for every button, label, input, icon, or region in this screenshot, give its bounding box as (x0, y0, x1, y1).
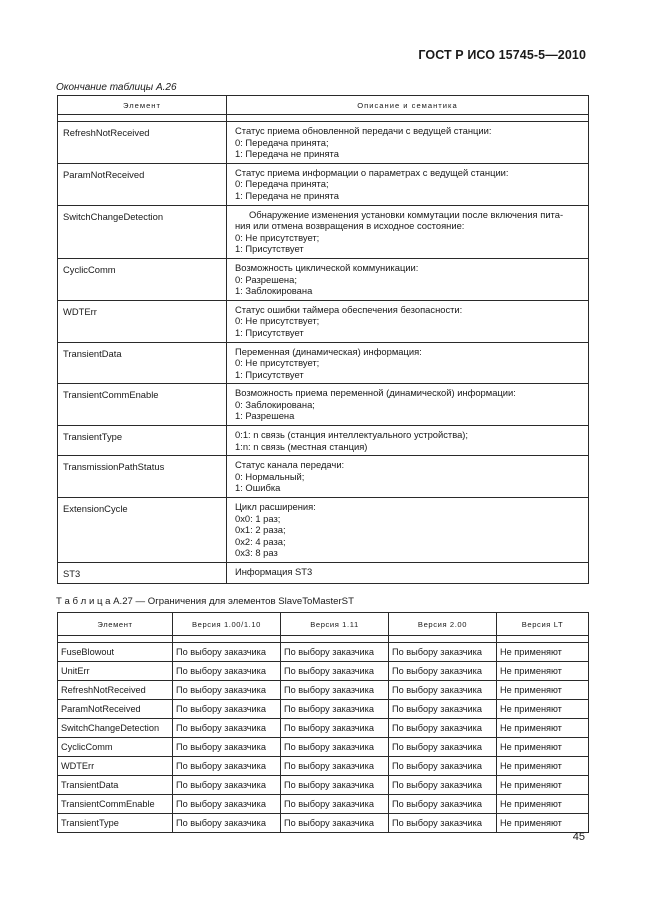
description-line: 0: Заблокирована; (235, 398, 315, 410)
description-cell (227, 456, 589, 498)
version-200-cell: По выбору заказчика (389, 776, 497, 795)
description-line: 1: Присутствует (235, 326, 304, 338)
table-row (58, 163, 589, 205)
element-name-cell: TransientType (58, 426, 227, 456)
table-row (58, 795, 589, 814)
table-row (58, 776, 589, 795)
table-row (58, 719, 589, 738)
element-name-cell: TransientCommEnable (58, 384, 227, 426)
description-line: Обнаружение изменения установки коммутации после включения пита- (249, 208, 564, 220)
version-200-cell: По выбору заказчика (389, 681, 497, 700)
description-line: 0: Передача принята; (235, 136, 329, 148)
version-lt-cell: Не применяют (497, 700, 589, 719)
element-name-cell: TransientData (58, 776, 173, 795)
table-row (58, 643, 589, 662)
table-row (58, 300, 589, 342)
table-row (58, 738, 589, 757)
version-lt-cell: Не применяют (497, 643, 589, 662)
column-header-element: Элемент (58, 96, 227, 115)
version-111-cell: По выбору заказчика (281, 814, 389, 833)
version-lt-cell: Не применяют (497, 776, 589, 795)
version-100-110-cell: По выбору заказчика (173, 643, 281, 662)
version-111-cell: По выбору заказчика (281, 776, 389, 795)
table-row (58, 122, 589, 164)
version-200-cell: По выбору заказчика (389, 719, 497, 738)
description-line: 0: Передача принята; (235, 178, 329, 190)
version-100-110-cell: По выбору заказчика (173, 681, 281, 700)
description-cell (227, 342, 589, 384)
version-100-110-cell: По выбору заказчика (173, 700, 281, 719)
element-name-cell: TransientData (58, 342, 227, 384)
version-111-cell: По выбору заказчика (281, 643, 389, 662)
description-cell (227, 426, 589, 456)
version-200-cell: По выбору заказчика (389, 700, 497, 719)
version-111-cell: По выбору заказчика (281, 700, 389, 719)
description-line: 0: Не присутствует; (235, 315, 320, 327)
description-line: 0: Не присутствует; (235, 231, 320, 243)
column-header-version-200: Версия 2.00 (389, 613, 497, 636)
version-lt-cell: Не применяют (497, 757, 589, 776)
version-200-cell: По выбору заказчика (389, 643, 497, 662)
version-100-110-cell: По выбору заказчика (173, 719, 281, 738)
version-100-110-cell: По выбору заказчика (173, 776, 281, 795)
description-line: 0x1: 2 раза; (235, 524, 286, 536)
version-100-110-cell: По выбору заказчика (173, 795, 281, 814)
version-111-cell: По выбору заказчика (281, 681, 389, 700)
column-header-version-lt: Версия LT (497, 613, 589, 636)
description-line: Возможность приема переменной (динамической) информации: (235, 387, 516, 399)
description-line: ния или отмена возвращения в исходное состояние: (235, 220, 465, 232)
description-line: Статус ошибки таймера обеспечения безопасности: (235, 303, 463, 315)
description-line: 0x2: 4 раза; (235, 535, 286, 547)
description-cell (227, 122, 589, 164)
description-line: 1: Передача не принята (235, 148, 339, 160)
table-row (58, 258, 589, 300)
version-lt-cell: Не применяют (497, 814, 589, 833)
column-header-description: Описание и семантика (227, 96, 589, 115)
description-line: Цикл расширения: (235, 501, 316, 513)
header-spacer-row (58, 636, 589, 643)
table-row (58, 681, 589, 700)
element-name-cell: TransientType (58, 814, 173, 833)
table-row (58, 498, 589, 563)
element-name-cell: SwitchChangeDetection (58, 205, 227, 258)
table-row (58, 426, 589, 456)
version-200-cell: По выбору заказчика (389, 738, 497, 757)
version-111-cell: По выбору заказчика (281, 738, 389, 757)
element-name-cell: ST3 (58, 563, 227, 584)
element-name-cell: TransientCommEnable (58, 795, 173, 814)
table-a26 (57, 95, 589, 584)
element-name-cell: RefreshNotReceived (58, 681, 173, 700)
element-name-cell: WDTErr (58, 757, 173, 776)
description-cell (227, 258, 589, 300)
version-111-cell: По выбору заказчика (281, 662, 389, 681)
table-row (58, 205, 589, 258)
element-name-cell: RefreshNotReceived (58, 122, 227, 164)
table-a27-caption: Т а б л и ц а А.27 — Ограничения для элементов SlaveToMasterST (56, 596, 354, 607)
version-lt-cell: Не применяют (497, 681, 589, 700)
element-name-cell: CyclicComm (58, 738, 173, 757)
version-100-110-cell: По выбору заказчика (173, 814, 281, 833)
description-line: 1: Заблокирована (235, 285, 313, 297)
element-name-cell: WDTErr (58, 300, 227, 342)
description-line: 0x3: 8 раз (235, 547, 278, 559)
description-line: 0: Разрешена; (235, 273, 297, 285)
table-row (58, 662, 589, 681)
element-name-cell: TransmissionPathStatus (58, 456, 227, 498)
description-line: 0: Не присутствует; (235, 357, 320, 369)
description-cell (227, 163, 589, 205)
description-line: 0x0: 1 раз; (235, 512, 281, 524)
table-row (58, 700, 589, 719)
column-header-version-111: Версия 1.11 (281, 613, 389, 636)
version-lt-cell: Не применяют (497, 795, 589, 814)
page-number: 45 (572, 831, 585, 843)
column-header-element: Элемент (58, 613, 173, 636)
version-200-cell: По выбору заказчика (389, 795, 497, 814)
element-name-cell: ParamNotReceived (58, 163, 227, 205)
header-spacer-row (58, 115, 589, 122)
description-cell (227, 205, 589, 258)
column-header-version-100-110: Версия 1.00/1.10 (173, 613, 281, 636)
table-row (58, 814, 589, 833)
element-name-cell: SwitchChangeDetection (58, 719, 173, 738)
description-line: 1: Присутствует (235, 368, 304, 380)
version-100-110-cell: По выбору заказчика (173, 757, 281, 776)
table-a26-caption: Окончание таблицы А.26 (56, 82, 177, 93)
description-line: Статус приема информации о параметрах с ведущей станции: (235, 166, 509, 178)
element-name-cell: UnitErr (58, 662, 173, 681)
description-line: Информация ST3 (235, 566, 313, 577)
version-lt-cell: Не применяют (497, 719, 589, 738)
description-line: Возможность циклической коммуникации: (235, 261, 419, 273)
version-200-cell: По выбору заказчика (389, 757, 497, 776)
table-row (58, 757, 589, 776)
description-line: 1: Присутствует (235, 243, 304, 255)
description-cell (227, 300, 589, 342)
description-line: 1:n: n связь (местная станция) (235, 440, 368, 452)
version-111-cell: По выбору заказчика (281, 795, 389, 814)
description-line: Статус канала передачи: (235, 459, 345, 471)
element-name-cell: FuseBlowout (58, 643, 173, 662)
version-200-cell: По выбору заказчика (389, 814, 497, 833)
table-row (58, 456, 589, 498)
table-a27 (57, 612, 589, 833)
element-name-cell: ExtensionCycle (58, 498, 227, 563)
description-line: 1: Разрешена (235, 410, 295, 422)
description-cell (227, 563, 589, 584)
version-lt-cell: Не применяют (497, 662, 589, 681)
version-100-110-cell: По выбору заказчика (173, 738, 281, 757)
table-row (58, 563, 589, 584)
description-line: Статус приема обновленной передачи с ведущей станции: (235, 125, 492, 136)
element-name-cell: CyclicComm (58, 258, 227, 300)
version-200-cell: По выбору заказчика (389, 662, 497, 681)
description-line: 0: Нормальный; (235, 470, 305, 482)
document-code: ГОСТ Р ИСО 15745-5—2010 (418, 48, 586, 62)
version-lt-cell: Не применяют (497, 738, 589, 757)
version-100-110-cell: По выбору заказчика (173, 662, 281, 681)
description-line: 1: Ошибка (235, 482, 281, 494)
description-line: 1: Передача не принята (235, 189, 339, 201)
table-row (58, 384, 589, 426)
table-row (58, 342, 589, 384)
element-name-cell: ParamNotReceived (58, 700, 173, 719)
version-111-cell: По выбору заказчика (281, 757, 389, 776)
description-cell (227, 498, 589, 563)
description-line: 0:1: n связь (станция интеллектуального устройства); (235, 429, 469, 441)
description-line: Переменная (динамическая) информация: (235, 345, 422, 357)
version-111-cell: По выбору заказчика (281, 719, 389, 738)
description-cell (227, 384, 589, 426)
